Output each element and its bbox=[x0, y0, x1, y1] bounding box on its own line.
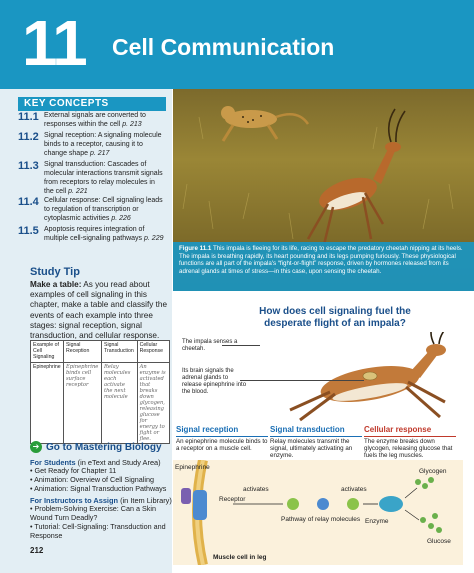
concept-text: Cellular response: Cell signaling leads to regulation of transcription or cytoplasmic activities p. 226 bbox=[44, 197, 163, 222]
stage-signal-transduction bbox=[270, 425, 362, 460]
label-relay-pathway: Pathway of relay molecules bbox=[281, 516, 361, 523]
table-header: Signal Reception bbox=[63, 341, 101, 363]
concept-number: 11.1 bbox=[18, 111, 39, 123]
label-glycogen: Glycogen bbox=[419, 468, 447, 475]
concept-number: 11.5 bbox=[18, 225, 39, 237]
instructors-heading: For Instructors to Assign (in Item Library) bbox=[30, 496, 172, 505]
table-row bbox=[31, 363, 170, 444]
stage-title: Signal transduction bbox=[270, 425, 345, 434]
concept-text: Signal reception: A signaling molecule binds to a receptor, causing it to change shape p. 217 bbox=[44, 132, 162, 157]
list-item[interactable]: • Animation: Overview of Cell Signaling bbox=[30, 475, 154, 484]
mastering-biology-link[interactable] bbox=[30, 441, 162, 453]
table-cell: Relay molecules each activate the next molecule bbox=[102, 363, 138, 444]
figure-caption: Figure 11.1 This impala is fleeing for its life, racing to escape the predatory cheetah nipping at its heels. The impala is breathing rapidly, its heart pounding and its legs pumping furiously. These physiological functions are all part of the impala's “fight-or-flight” response, driven by hormones released from its adrenal glands at times of stress—in this case, upon sensing the cheetah. bbox=[173, 242, 474, 291]
stage-title: Signal reception bbox=[176, 425, 239, 434]
label-activates: activates bbox=[341, 486, 367, 493]
students-heading: For Students (in eText and Study Area) bbox=[30, 458, 161, 467]
muscle-cell-diagram bbox=[173, 460, 463, 565]
chapter-title: Cell Communication bbox=[112, 34, 335, 60]
label-enzyme: Enzyme bbox=[365, 518, 389, 525]
list-item[interactable]: • Get Ready for Chapter 11 bbox=[30, 466, 117, 475]
arrow-right-icon: ➔ bbox=[30, 441, 42, 453]
stage-body: An epinephrine molecule binds to a receptor on a muscle cell. bbox=[176, 438, 268, 453]
stage-signal-reception bbox=[176, 425, 268, 452]
page-number: 212 bbox=[30, 546, 44, 555]
table-cell: An enzyme is activated that breaks down glycogen, releasing glucose for energy to fight or flee. bbox=[137, 363, 169, 444]
impala-senses-note: The impala senses a cheetah. bbox=[182, 339, 238, 352]
study-tip-body: Make a table: As you read about examples of cell signaling in this chapter, make a table and classify the events of each example into three stages: signal reception, signal transduction, and cellular response. bbox=[30, 280, 167, 341]
diagram-question: How does cell signaling fuel the desperate flight of an impala? bbox=[259, 306, 411, 329]
chapter-header bbox=[0, 0, 474, 89]
concept-number: 11.4 bbox=[18, 196, 39, 208]
table-header: Cellular Response bbox=[137, 341, 169, 363]
chapter-number: 11 bbox=[22, 7, 86, 79]
key-concepts-heading: KEY CONCEPTS bbox=[18, 97, 166, 111]
list-item[interactable]: • Problem-Solving Exercise: Can a Skin Wound Turn Deadly? bbox=[30, 504, 156, 522]
stage-body: Relay molecules transmit the signal, ultimately activating an enzyme. bbox=[270, 436, 362, 460]
brain-signals-note: Its brain signals the adrenal glands to release epinephrine into the blood. bbox=[182, 368, 247, 395]
label-muscle-cell: Muscle cell in leg bbox=[213, 554, 267, 561]
table-header: Example of Cell Signaling bbox=[31, 341, 64, 363]
list-item[interactable]: • Tutorial: Cell-Signaling: Transduction and Response bbox=[30, 522, 166, 540]
stage-body: The enzyme breaks down glycogen, releasing glucose that fuels the leg muscles. bbox=[364, 436, 456, 460]
leader-line bbox=[222, 345, 260, 346]
stage-title: Cellular response bbox=[364, 425, 432, 434]
label-receptor: Receptor bbox=[219, 496, 246, 503]
label-epinephrine: Epinephrine bbox=[175, 464, 210, 471]
study-tip-heading: Study Tip bbox=[30, 266, 80, 278]
stage-cellular-response bbox=[364, 425, 456, 460]
list-item[interactable]: • Animation: Signal Transduction Pathways bbox=[30, 484, 167, 493]
concept-text: Signal transduction: Cascades of molecular interactions transmit signals from receptors to relay molecules in the cell p. 221 bbox=[44, 161, 163, 195]
study-tip-table bbox=[30, 340, 170, 444]
concept-text: External signals are converted to responses within the cell p. 213 bbox=[44, 112, 146, 128]
concept-number: 11.2 bbox=[18, 131, 39, 143]
leader-line bbox=[240, 380, 364, 381]
concept-number: 11.3 bbox=[18, 160, 39, 172]
mastering-heading: Go to Mastering Biology bbox=[46, 441, 162, 453]
table-cell: Epinephrine binds cell surface receptor bbox=[63, 363, 101, 444]
concept-text: Apoptosis requires integration of multiple cell-signaling pathways p. 229 bbox=[44, 226, 164, 242]
table-header: Signal Transduction bbox=[102, 341, 138, 363]
label-glucose: Glucose bbox=[427, 538, 451, 545]
label-activates: activates bbox=[243, 486, 269, 493]
table-cell: Epinephrine bbox=[31, 363, 64, 444]
